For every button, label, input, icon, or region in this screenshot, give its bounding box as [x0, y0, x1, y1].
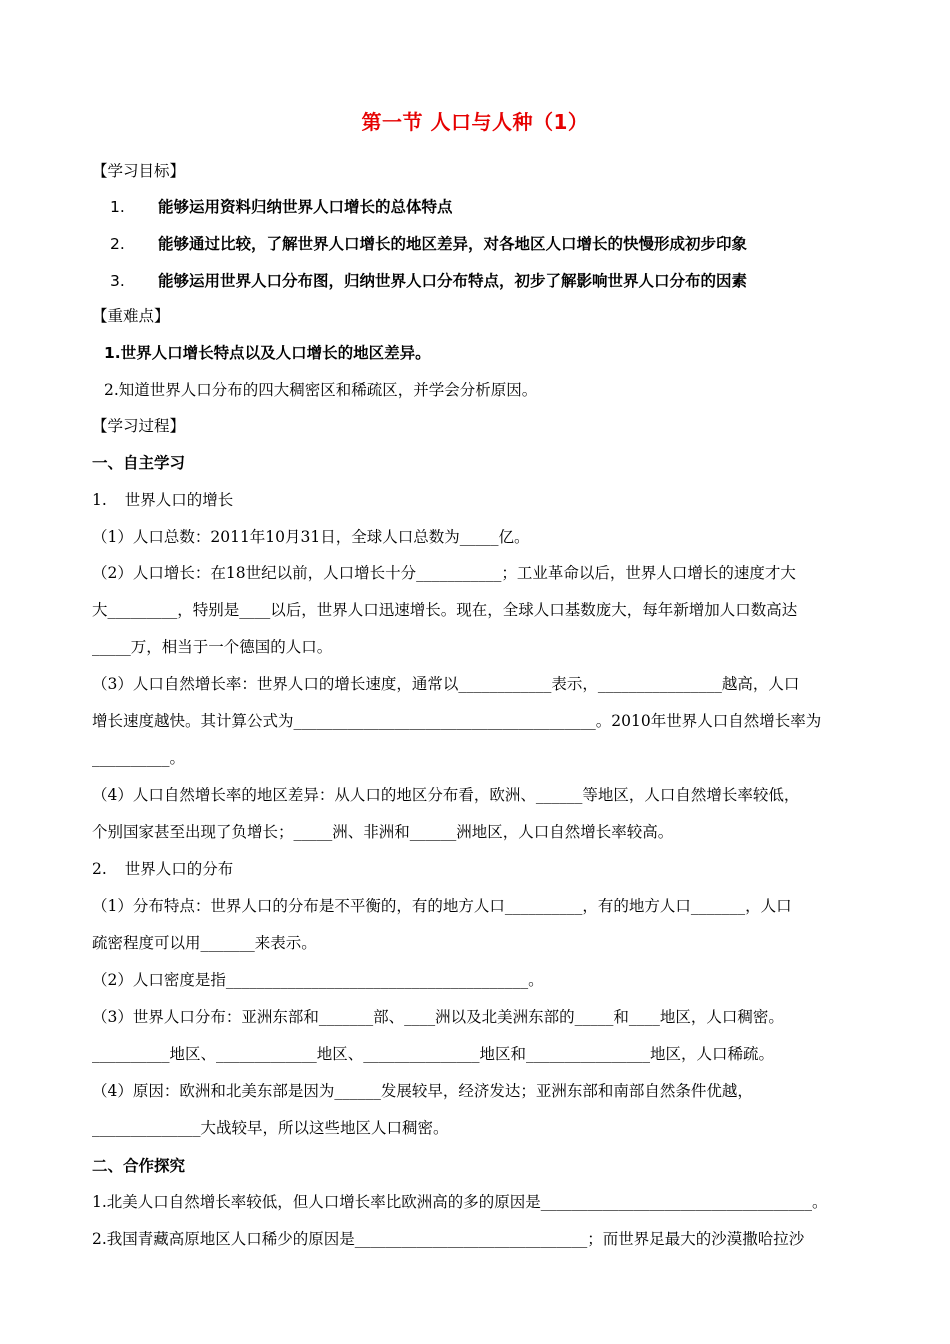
- subsection-heading: [92, 858, 233, 880]
- text-line: （2）人口密度是指_______________________________________。: [92, 971, 544, 989]
- text-line: （3）人口自然增长率：世界人口的增长速度，通常以____________表示，________________越高，人口: [92, 675, 800, 693]
- goal-item: [92, 233, 747, 255]
- subsection-heading: [92, 489, 233, 511]
- text-line: ______________大战较早，所以这些地区人口稠密。: [92, 1119, 449, 1137]
- text-line: （1）人口总数：2011年10月31日，全球人口总数为_____亿。: [92, 528, 530, 546]
- section-heading: 一、自主学习: [92, 454, 186, 472]
- text-line: __________地区、_____________地区、_______________地区和________________地区，人口稀疏。: [92, 1045, 775, 1063]
- goal-item: [92, 270, 747, 292]
- goal-text: 能够运用资料归纳世界人口增长的总体特点: [158, 198, 453, 216]
- text-line: （4）原因：欧洲和北美东部是因为______发展较早，经济发达；亚洲东部和南部自然条件优越，: [92, 1082, 753, 1100]
- text-line: （3）世界人口分布：亚洲东部和_______部、____洲以及北美洲东部的_____和____地区，人口稠密。: [92, 1008, 784, 1026]
- subsection-number: 1.: [92, 491, 107, 509]
- key-point: 1.世界人口增长特点以及人口增长的地区差异。: [104, 344, 431, 362]
- goal-number: 3.: [110, 272, 125, 290]
- text-line: （1）分布特点：世界人口的分布是不平衡的，有的地方人口__________，有的地方人口_______，人口: [92, 897, 792, 915]
- text-line: 疏密程度可以用_______来表示。: [92, 934, 317, 952]
- page-title: 第一节 人口与人种（1）: [361, 110, 589, 134]
- goals-header: 【学习目标】: [92, 162, 186, 180]
- goal-text: 能够运用世界人口分布图，归纳世界人口分布特点，初步了解影响世界人口分布的因素: [158, 272, 748, 290]
- subsection-number: 2.: [92, 860, 107, 878]
- text-line: 2.我国青藏高原地区人口稀少的原因是______________________________；而世界足最大的沙漠撒哈拉沙: [92, 1230, 805, 1248]
- text-line: 增长速度越快。其计算公式为_______________________________________。2010年世界人口自然增长率为: [92, 712, 822, 730]
- subsection-title: 世界人口的分布: [124, 860, 234, 878]
- text-line: （4）人口自然增长率的地区差异：从人口的地区分布看，欧洲、______等地区，人口自然增长率较低，: [92, 786, 800, 804]
- text-line: 个别国家甚至出现了负增长；_____洲、非洲和______洲地区，人口自然增长率较高。: [92, 823, 674, 841]
- goal-text: 能够通过比较，了解世界人口增长的地区差异，对各地区人口增长的快慢形成初步印象: [158, 235, 748, 253]
- goal-number: 1.: [110, 198, 125, 216]
- text-line: （2）人口增长：在18世纪以前，人口增长十分___________；工业革命以后，世界人口增长的速度才大: [92, 564, 796, 582]
- text-line: 1.北美人口自然增长率较低，但人口增长率比欧洲高的多的原因是___________________________________。: [92, 1193, 828, 1211]
- text-line: __________。: [92, 749, 186, 767]
- subsection-title: 世界人口的增长: [124, 491, 234, 509]
- text-line: _____万，相当于一个德国的人口。: [92, 638, 333, 656]
- goal-item: [92, 196, 453, 218]
- key-point: 2.知道世界人口分布的四大稠密区和稀疏区，并学会分析原因。: [104, 381, 538, 399]
- process-header: 【学习过程】: [92, 417, 186, 435]
- text-line: 大_________，特别是____以后，世界人口迅速增长。现在，全球人口基数庞大，每年新增加人口数高达: [92, 601, 798, 619]
- key-header: 【重难点】: [92, 307, 170, 325]
- section-heading: 二、合作探究: [92, 1157, 186, 1175]
- goal-number: 2.: [110, 235, 125, 253]
